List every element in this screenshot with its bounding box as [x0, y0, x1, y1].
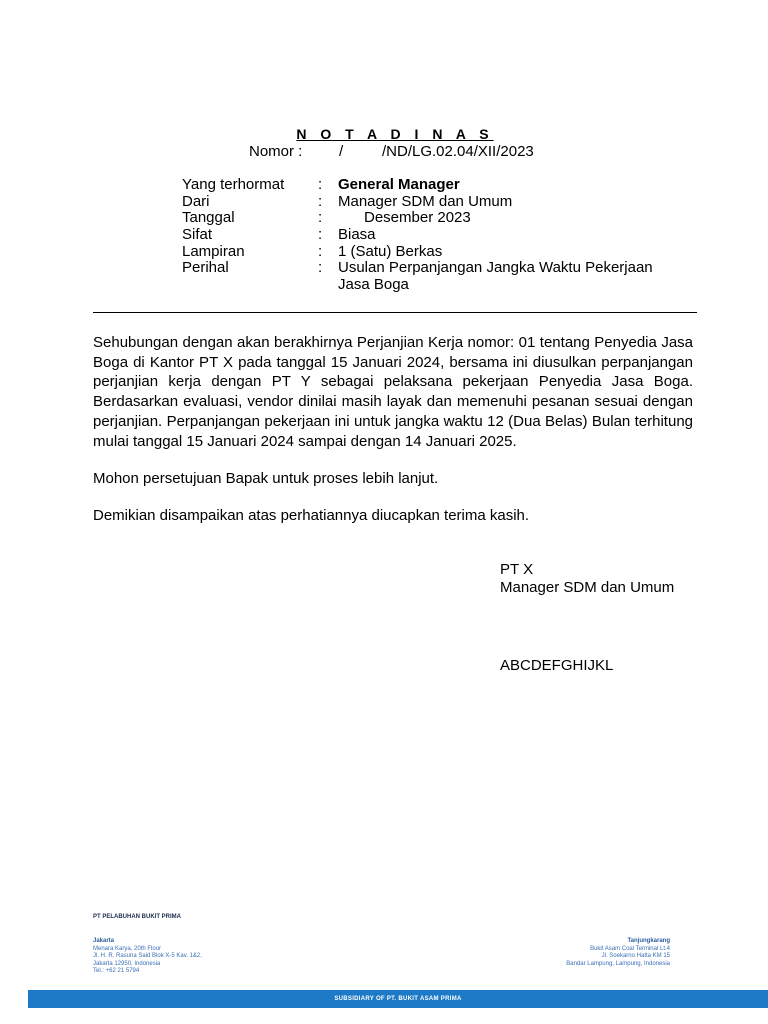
- meta-sep: :: [318, 242, 323, 260]
- body-paragraph: Sehubungan dengan akan berakhirnya Perjanjian Kerja nomor: 01 tentang Penyedia Jasa Boga di Kantor PT X pada tanggal 15 Januari 2024, bersama ini diusulkan perpanjangan perjanjian kerja dengan PT Y sebagai pelaksana pekerjaan Penyedia Jasa Boga. Berdasarkan evaluasi, vendor dinilai masih layak dan memenuhi pesanan sesuai dengan perjanjian. Perpanjangan pekerjaan ini untuk jangka waktu 12 (Dua Belas) Bulan terhitung mulai tanggal 15 Januari 2024 sampai dengan 14 Januari 2025.: [93, 334, 693, 450]
- address-line: Jl. Soekarno Hatta KM 15: [601, 953, 670, 960]
- signature-name: ABCDEFGHIJKL: [500, 657, 614, 674]
- meta-sep: :: [318, 176, 323, 193]
- nomor-value: /ND/LG.02.04/XII/2023: [382, 143, 534, 160]
- meta-value: Desember 2023: [364, 209, 471, 227]
- footer-address-tanjungkarang: [566, 938, 670, 968]
- footer-address-jakarta: [93, 938, 202, 976]
- nomor-slash: /: [339, 143, 344, 160]
- meta-value: Usulan Perpanjangan Jangka Waktu Pekerjaan: [338, 259, 653, 277]
- request-line: Mohon persetujuan Bapak untuk proses lebih lanjut.: [93, 470, 439, 487]
- meta-value: General Manager: [338, 176, 460, 193]
- meta-value: 1 (Satu) Berkas: [338, 242, 443, 260]
- nomor-label: Nomor :: [249, 143, 303, 160]
- meta-key: Sifat: [182, 226, 213, 244]
- meta-key: Perihal: [182, 259, 229, 277]
- meta-value-cont: Jasa Boga: [338, 276, 409, 294]
- meta-sep: :: [318, 259, 323, 277]
- address-line: Bandar Lampung, Lampung, Indonesia: [566, 960, 670, 967]
- subsidiary-bar: SUBSIDIARY OF PT. BUKIT ASAM PRIMA: [28, 990, 768, 1008]
- address-line: Bukit Asam Coal Terminal Lt.4: [590, 945, 670, 952]
- address-line: Tel.: +62 21 5794: [93, 968, 140, 975]
- signature-position: Manager SDM dan Umum: [500, 579, 675, 596]
- address-line: Jakarta 12950, Indonesia: [93, 960, 161, 967]
- header-divider: [93, 312, 697, 313]
- meta-sep: :: [318, 192, 323, 210]
- office-city: Jakarta: [93, 938, 115, 944]
- office-city: Tanjungkarang: [627, 938, 670, 944]
- footer-company-name: PT PELABUHAN BUKIT PRIMA: [93, 914, 181, 920]
- meta-value: Biasa: [338, 226, 376, 244]
- meta-sep: :: [318, 209, 323, 227]
- document-title: N O T A D I N A S: [296, 126, 494, 142]
- meta-key: Yang terhormat: [182, 176, 285, 193]
- closing-line: Demikian disampaikan atas perhatiannya diucapkan terima kasih.: [93, 507, 530, 524]
- meta-key: Lampiran: [182, 242, 245, 260]
- address-line: Jl. H. R. Rasuna Said Blok X-5 Kav. 1&2,: [93, 953, 202, 960]
- address-line: Menara Karya, 20th Floor: [93, 945, 162, 952]
- meta-key: Tanggal: [182, 209, 235, 227]
- meta-value: Manager SDM dan Umum: [338, 192, 513, 210]
- meta-sep: :: [318, 226, 323, 244]
- signature-company: PT X: [500, 561, 534, 578]
- meta-key: Dari: [182, 192, 210, 210]
